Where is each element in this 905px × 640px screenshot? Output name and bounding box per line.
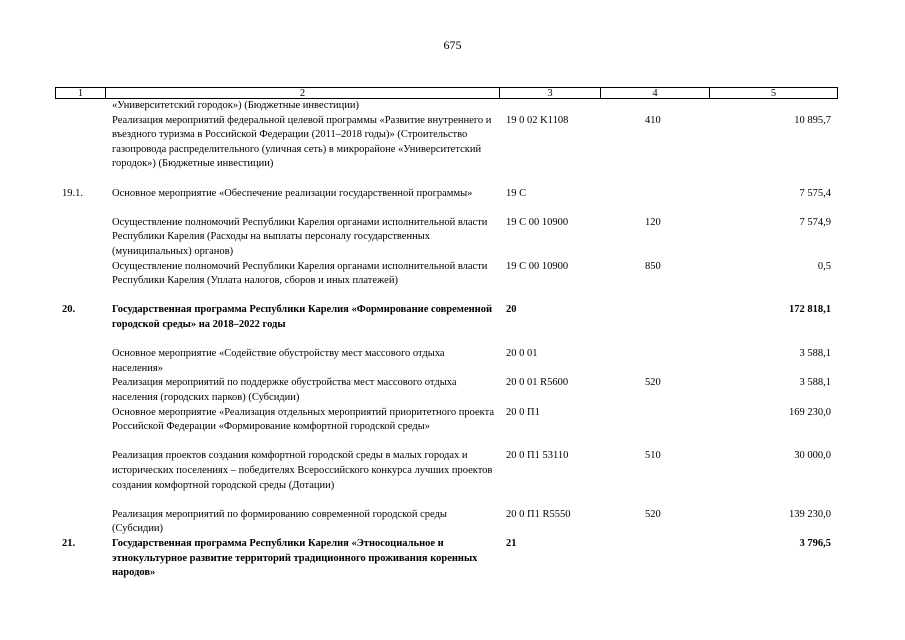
header-col-2: 2 xyxy=(299,88,306,99)
row-code: 19 С xyxy=(506,187,527,199)
row-name: Государственная программа Республики Карелия «Этносоциальное и этнокультурное развитие территорий традиционного проживания коренных народов» xyxy=(112,537,478,579)
row-name: Реализация мероприятий по поддержке обустройства мест массового отдыха населения (городских парков) (Субсидии) xyxy=(112,377,457,403)
row-amount: 7 575,4 xyxy=(799,187,831,199)
table-row xyxy=(55,99,838,114)
table-row xyxy=(55,347,838,376)
table-row xyxy=(55,406,838,450)
row-code: 20 xyxy=(506,304,517,316)
row-amount: 172 818,1 xyxy=(789,304,831,316)
table-row xyxy=(55,303,838,347)
header-col-4: 4 xyxy=(652,88,658,99)
table-row xyxy=(55,449,838,507)
row-name: «Университетский городок») (Бюджетные инвестиции) xyxy=(112,100,360,111)
row-expense-type: 520 xyxy=(645,377,661,389)
row-amount: 30 000,0 xyxy=(794,450,831,462)
row-name: Реализация мероприятий по формированию современной городской среды (Субсидии) xyxy=(112,508,447,535)
row-code: 19 С 00 10900 xyxy=(506,260,569,272)
row-name: Основное мероприятие «Содействие обустройству мест массового отдыха населения» xyxy=(112,348,445,374)
header-col-5: 5 xyxy=(770,88,777,99)
table-body xyxy=(55,99,838,581)
table-row xyxy=(55,216,838,260)
table-row xyxy=(55,376,838,405)
row-expense-type: 520 xyxy=(645,508,661,520)
table-row xyxy=(55,114,838,187)
row-name: Реализация проектов создания комфортной городской среды в малых городах и исторических поселениях – победителях Всероссийского конкурса лучших проектов создания комфортной городской среды (Дотации) xyxy=(112,450,493,491)
row-name: Основное мероприятие «Реализация отдельных мероприятий приоритетного проекта Российской Федерации «Формирование комфортной городской среды» xyxy=(112,406,495,433)
row-code: 20 0 01 xyxy=(506,348,538,360)
row-code: 20 0 01 R5600 xyxy=(506,377,569,389)
table-row xyxy=(55,508,838,537)
row-amount: 169 230,0 xyxy=(789,406,831,418)
row-amount: 3 588,1 xyxy=(799,377,831,389)
row-expense-type: 120 xyxy=(645,216,661,228)
row-expense-type: 410 xyxy=(645,114,661,126)
row-number: 21. xyxy=(62,537,76,549)
row-code: 19 С 00 10900 xyxy=(506,216,569,228)
row-name: Основное мероприятие «Обеспечение реализации государственной программы» xyxy=(112,187,473,199)
row-amount: 7 574,9 xyxy=(799,216,831,228)
row-amount: 10 895,7 xyxy=(794,114,831,126)
row-expense-type: 510 xyxy=(645,450,661,462)
budget-table xyxy=(55,87,838,581)
table-header-row xyxy=(55,87,838,99)
row-number: 19.1. xyxy=(62,187,83,199)
row-name: Реализация мероприятий федеральной целевой программы «Развитие внутреннего и въездного туризма в Российской Федерации (2011–2018 годы)» (Строительство газопровода распределительного (уличная сеть) в микрорайоне «Университетский городок») (Бюджетные инвестиции) xyxy=(112,114,492,170)
row-code: 21 xyxy=(506,537,517,549)
page-number: 675 xyxy=(443,38,462,52)
row-name: Осуществление полномочий Республики Карелия органами исполнительной власти Республики Карелия (Расходы на выплаты персоналу государственных (муниципальных) органов) xyxy=(112,216,488,257)
header-col-1: 1 xyxy=(77,88,84,99)
row-code: 20 0 П1 xyxy=(506,406,540,418)
row-amount: 3 588,1 xyxy=(799,348,831,360)
row-amount: 0,5 xyxy=(817,260,831,272)
row-name: Государственная программа Республики Карелия «Формирование современной городской среды» на 2018–2022 годы xyxy=(112,304,493,330)
row-amount: 3 796,5 xyxy=(799,537,831,549)
row-expense-type: 850 xyxy=(645,260,661,272)
row-code: 19 0 02 K1108 xyxy=(506,114,569,126)
row-code: 20 0 П1 53110 xyxy=(506,450,569,462)
row-number: 20. xyxy=(62,304,76,316)
row-code: 20 0 П1 R5550 xyxy=(506,508,571,520)
row-amount: 139 230,0 xyxy=(789,508,831,520)
table-row xyxy=(55,187,838,216)
header-col-3: 3 xyxy=(547,88,553,99)
row-name: Осуществление полномочий Республики Карелия органами исполнительной власти Республики Карелия (Уплата налогов, сборов и иных платежей) xyxy=(112,260,488,287)
table-row xyxy=(55,260,838,304)
table-row xyxy=(55,537,838,581)
